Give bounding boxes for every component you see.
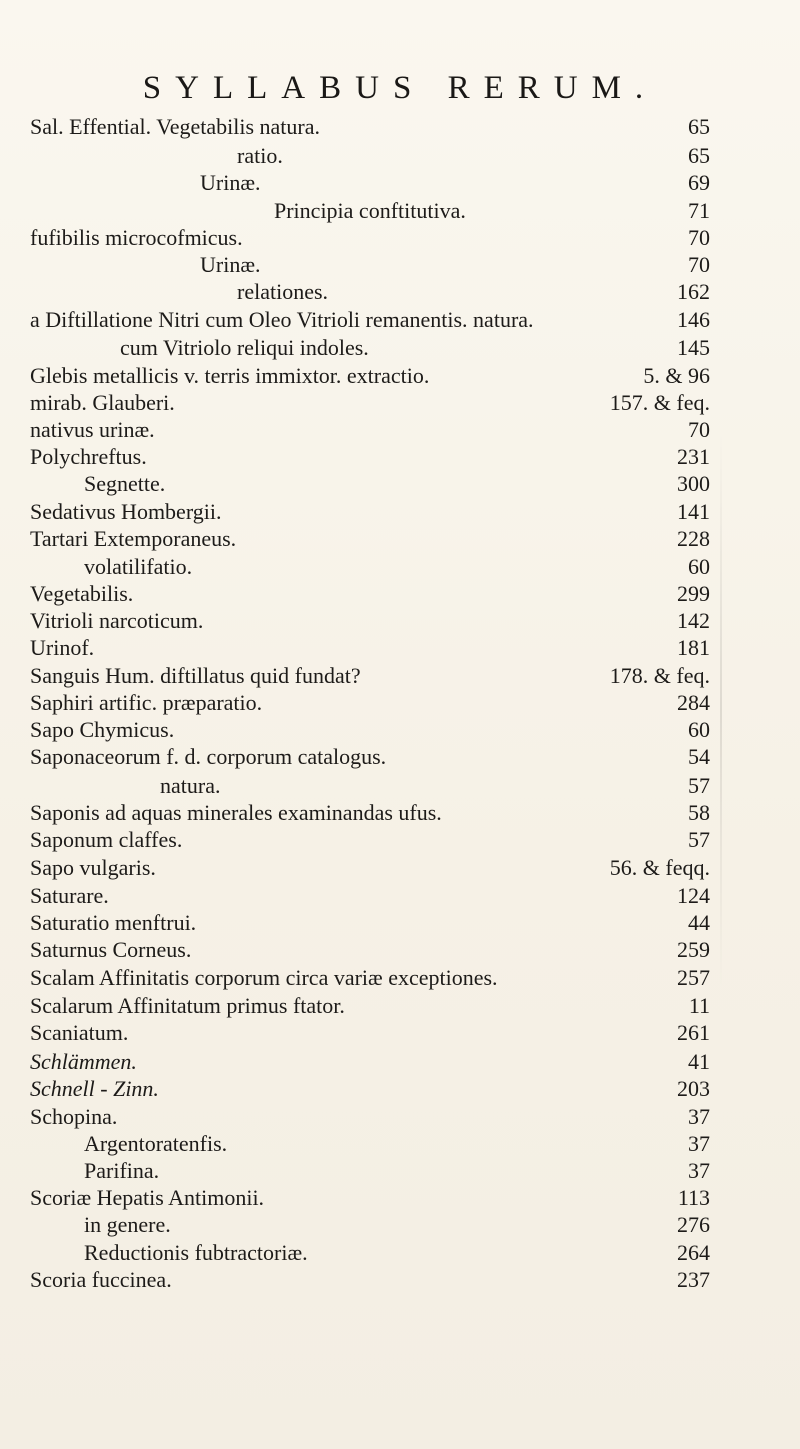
- entry-page: 41: [688, 1049, 710, 1074]
- entry-term: Reductionis fubtractoriæ.: [84, 1240, 308, 1265]
- entry-page: 237: [677, 1267, 710, 1292]
- index-entry: [0, 579, 800, 609]
- entry-page: 157. & feq.: [609, 390, 710, 415]
- entry-page: 70: [688, 252, 710, 277]
- entry-page: 276: [677, 1212, 710, 1237]
- entry-page: 56. & feqq.: [609, 855, 710, 880]
- index-entry: [0, 112, 800, 142]
- entry-page: 60: [688, 554, 710, 579]
- entry-page: 44: [688, 910, 710, 935]
- entry-page: 261: [677, 1020, 710, 1045]
- index-entry: [0, 1183, 800, 1213]
- entry-page: 146: [677, 307, 710, 332]
- index-entry: [0, 1156, 800, 1186]
- index-entry: [0, 881, 800, 911]
- index-entry: [0, 524, 800, 554]
- entry-term: Tartari Extemporaneus.: [30, 526, 237, 551]
- index-entry: [0, 1047, 800, 1077]
- index-entry: [0, 497, 800, 527]
- entry-page: 181: [677, 635, 710, 660]
- index-entry: [0, 277, 800, 307]
- entry-page: 142: [677, 608, 710, 633]
- entry-term: relationes.: [237, 279, 329, 304]
- entry-term: Scoriæ Hepatis Antimonii.: [30, 1185, 265, 1210]
- index-entry: [0, 469, 800, 499]
- entry-term: Argentoratenfis.: [84, 1131, 228, 1156]
- entry-page: 11: [688, 993, 710, 1018]
- entry-term: Saponis ad aquas minerales examinandas ufus.: [30, 800, 442, 825]
- entry-term: Urinæ.: [200, 252, 261, 277]
- index-entry: [0, 168, 800, 198]
- entry-page: 65: [688, 143, 710, 168]
- entry-term: Parifina.: [84, 1158, 160, 1183]
- index-entry: [0, 1238, 800, 1268]
- index-entry: [0, 633, 800, 663]
- entry-page: 162: [677, 279, 710, 304]
- entry-page: 300: [677, 471, 710, 496]
- entry-page: 259: [677, 937, 710, 962]
- entry-page: 178. & feq.: [609, 663, 710, 688]
- entry-term: Sapo vulgaris.: [30, 855, 156, 880]
- index-entry: [0, 798, 800, 828]
- index-entry: [0, 715, 800, 745]
- entry-term: Scalarum Affinitatum primus ftator.: [30, 993, 345, 1018]
- index-entry: [0, 1074, 800, 1104]
- entry-page: 141: [677, 499, 710, 524]
- entry-page: 70: [688, 225, 710, 250]
- entry-page: 69: [688, 170, 710, 195]
- entry-term: Sanguis Hum. diftillatus quid fundat?: [30, 663, 361, 688]
- entry-page: 37: [688, 1131, 710, 1156]
- entry-term: volatilifatio.: [84, 554, 193, 579]
- entry-page: 228: [677, 526, 710, 551]
- entry-term: Saphiri artific. præparatio.: [30, 690, 263, 715]
- entry-term: mirab. Glauberi.: [30, 390, 175, 415]
- entry-term: a Diftillatione Nitri cum Oleo Vitrioli remanentis. natura.: [30, 307, 534, 332]
- entry-term: Vegetabilis.: [30, 581, 134, 606]
- index-entry: [0, 442, 800, 472]
- entry-page: 65: [688, 114, 710, 139]
- index-entry: [0, 908, 800, 938]
- entry-term: Principia conftitutiva.: [274, 198, 466, 223]
- entry-page: 70: [688, 417, 710, 442]
- entry-term: Urinof.: [30, 635, 95, 660]
- page-header: SYLLABUS RERUM.: [142, 70, 658, 106]
- index-entry: [0, 552, 800, 582]
- index-entry: [0, 141, 800, 171]
- index-entry: [0, 1018, 800, 1048]
- entry-term: Saponum claffes.: [30, 827, 183, 852]
- entry-page: 257: [677, 965, 710, 990]
- index-entry: [0, 1265, 800, 1295]
- entry-term: Segnette.: [84, 471, 166, 496]
- entry-term: Urinæ.: [200, 170, 261, 195]
- entry-term: Schnell - Zinn.: [30, 1076, 159, 1101]
- index-entry: [0, 415, 800, 445]
- index-entry: [0, 688, 800, 718]
- entry-page: 299: [677, 581, 710, 606]
- entry-term: Saturnus Corneus.: [30, 937, 192, 962]
- index-entry: [0, 935, 800, 965]
- entry-term: fufibilis microcofmicus.: [30, 225, 243, 250]
- entry-term: Vitrioli narcoticum.: [30, 608, 204, 633]
- entry-page: 231: [677, 444, 710, 469]
- index-entry: [0, 742, 800, 772]
- index-entry: [0, 853, 800, 883]
- entry-term: ratio.: [237, 143, 283, 168]
- entry-term: natura.: [160, 773, 221, 798]
- entry-page: 54: [688, 744, 710, 769]
- index-entry: [0, 963, 800, 993]
- entry-term: in genere.: [84, 1212, 171, 1237]
- index-entry: [0, 1102, 800, 1132]
- index-entry: [0, 661, 800, 691]
- index-entry: [0, 771, 800, 801]
- entry-page: 284: [677, 690, 710, 715]
- page-edge-shadow: [720, 430, 722, 990]
- entry-term: Glebis metallicis v. terris immixtor. extractio.: [30, 363, 430, 388]
- entry-term: cum Vitriolo reliqui indoles.: [120, 335, 369, 360]
- index-entry: [0, 305, 800, 335]
- entry-page: 57: [688, 827, 710, 852]
- entry-page: 145: [677, 335, 710, 360]
- index-entry: [0, 250, 800, 280]
- index-entry: [0, 361, 800, 391]
- entry-term: Scoria fuccinea.: [30, 1267, 172, 1292]
- entry-page: 113: [677, 1185, 710, 1210]
- index-entry: [0, 333, 800, 363]
- index-entry: [0, 991, 800, 1021]
- index-entry: [0, 606, 800, 636]
- index-entry: [0, 1129, 800, 1159]
- entry-term: Scaniatum.: [30, 1020, 129, 1045]
- entry-page: 5. & 96: [643, 363, 710, 388]
- entry-term: Schopina.: [30, 1104, 118, 1129]
- entry-page: 37: [688, 1104, 710, 1129]
- entry-page: 124: [677, 883, 710, 908]
- index-entry: [0, 196, 800, 226]
- index-entry: [0, 825, 800, 855]
- entry-page: 203: [677, 1076, 710, 1101]
- index-entry: [0, 223, 800, 253]
- entry-page: 60: [688, 717, 710, 742]
- entry-term: Schlämmen.: [30, 1049, 137, 1074]
- entry-term: Polychreftus.: [30, 444, 147, 469]
- entry-term: Saturatio menftrui.: [30, 910, 197, 935]
- entry-page: 71: [688, 198, 710, 223]
- entry-page: 57: [688, 773, 710, 798]
- entry-term: Scalam Affinitatis corporum circa variæ exceptiones.: [30, 965, 498, 990]
- index-entry: [0, 388, 800, 418]
- entry-term: Sedativus Hombergii.: [30, 499, 222, 524]
- entry-term: Saponaceorum f. d. corporum catalogus.: [30, 744, 387, 769]
- entry-page: 58: [688, 800, 710, 825]
- index-entry: [0, 1210, 800, 1240]
- entry-page: 264: [677, 1240, 710, 1265]
- entry-term: Saturare.: [30, 883, 109, 908]
- entry-page: 37: [688, 1158, 710, 1183]
- entry-term: nativus urinæ.: [30, 417, 155, 442]
- entry-term: Sapo Chymicus.: [30, 717, 175, 742]
- entry-term: Sal. Effential. Vegetabilis natura.: [30, 114, 320, 139]
